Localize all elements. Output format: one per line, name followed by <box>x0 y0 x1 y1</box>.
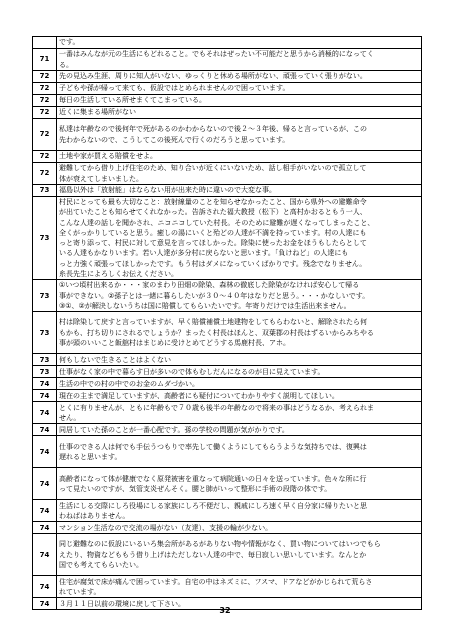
table-row <box>33 107 422 119</box>
response-line: 高齢者になって体が健康でなく原発被害を重なって病院通いの日々を送っています。色々な所に行 <box>59 474 367 483</box>
response-line: 同じ避難なのに仮設にいるいろ集会所があるがありない物や情報がなく、買い物についてはいつでもら <box>59 540 381 549</box>
response-text <box>57 280 422 312</box>
table-row <box>33 468 422 500</box>
respondent-number: 71 <box>33 49 57 71</box>
respondent-number: 73 <box>33 280 57 312</box>
response-line: もかも、打ち切りにされるでしょうか？まったく村長はほんと、双葉郡の村長はずるいからみちやる <box>59 328 374 337</box>
respondent-number <box>33 37 57 49</box>
table-row <box>33 185 422 197</box>
response-text <box>57 312 422 354</box>
respondent-number: 72 <box>33 107 57 119</box>
respondent-number: 74 <box>33 378 57 390</box>
respondent-number: 73 <box>33 197 57 280</box>
response-line: えたり、物資などももう借り上げはただしない人達の中で、毎日寂しい思いしています。なんとか <box>59 550 367 559</box>
response-line: 糸長先生によろしくお伝えください。 <box>59 270 178 279</box>
table-row <box>33 354 422 366</box>
response-text <box>57 95 422 107</box>
table-row <box>33 95 422 107</box>
respondent-number: 72 <box>33 119 57 151</box>
survey-response-sheet <box>32 36 421 610</box>
table-row <box>33 312 422 354</box>
respondent-number: 72 <box>33 71 57 83</box>
respondent-number: 74 <box>33 522 57 534</box>
response-text <box>57 522 422 534</box>
response-text <box>57 163 422 185</box>
response-line: っと力強く頑張ってほしかったです。もう村はダメになっていくばかりです。残念でなりません。 <box>59 259 367 268</box>
respondent-number: 74 <box>33 402 57 424</box>
response-line: 福島以外は「放射能」はならない用が出来た時に違いので大変な事。 <box>59 186 276 195</box>
table-row <box>33 197 422 280</box>
response-text <box>57 436 422 468</box>
response-line: ３月１１日以前の環境に戻して下さい。 <box>59 599 185 608</box>
respondent-number: 74 <box>33 576 57 598</box>
table-row <box>33 424 422 436</box>
table-row <box>33 163 422 185</box>
response-line: 国でも考えてもらいたい。 <box>59 561 143 570</box>
response-line: 避難してから借り上げ住宅のため、知り合いが近くにいないため、話し相手がいないので孤立して <box>59 164 367 173</box>
table-row <box>33 534 422 576</box>
response-text <box>57 107 422 119</box>
response-line: が出ていたことも知らせてくれなかった。告訴された福大教授（松下）と高村かおるともう一人、 <box>59 208 367 217</box>
response-line: 事ができない。②孫子とは一緒に暮らしたいが３０～４０年はなりだと思う。・・・かなしいです。 <box>59 291 370 300</box>
respondent-number: 73 <box>33 354 57 366</box>
respondent-number: 74 <box>33 598 57 610</box>
response-text <box>57 390 422 402</box>
respondent-number: 74 <box>33 424 57 436</box>
table-row <box>33 49 422 71</box>
response-text <box>57 500 422 522</box>
table-row <box>33 280 422 312</box>
table-row <box>33 119 422 151</box>
table-row <box>33 151 422 163</box>
response-text <box>57 576 422 598</box>
response-text <box>57 378 422 390</box>
response-line: って見たいのですが、気管支炎ぜんそく。腰と肺がいって整形に手術の段階の体です。 <box>59 484 332 493</box>
table-row <box>33 37 422 49</box>
respondent-number: 74 <box>33 468 57 500</box>
response-line: 全くがっかりしていると思う。癒しの湯にいくと殆どの人達が不満を持っています。村の人達にも <box>59 228 367 237</box>
response-text <box>57 49 422 71</box>
response-line: いる人達もかなりいます。若い人達が多分村に戻らないと思います。「負けねど」の人達にも <box>59 249 349 258</box>
table-row <box>33 83 422 95</box>
response-line: 先の見込み生涯、周りに知人がいない、ゆっくりと休める場所がない、頑張っていく張りがない。 <box>59 72 367 81</box>
response-text <box>57 197 422 280</box>
response-text <box>57 185 422 197</box>
response-line: とくに有りませんが、ともに年齢もで７０歳も後半の年齢なので将来の事はどうなるか、考えられま <box>59 403 374 412</box>
table-row <box>33 402 422 424</box>
response-text <box>57 151 422 163</box>
response-line: です。 <box>59 38 80 47</box>
table-row <box>33 500 422 522</box>
response-line: マンション生活なので交流の場がない（友達）、支援の輪が少ない。 <box>59 523 273 532</box>
table-row <box>33 436 422 468</box>
response-line: 事が頭のいいこと飯舘村はまじめに受けとめてどうする馬鹿村長、アホ。 <box>59 339 290 348</box>
response-line: 一番はみんなが元の生活にもどれること。でもそれはぜったい不可能だと思うから消極的になってく <box>59 50 374 59</box>
response-line: わねばはありません。 <box>59 511 130 520</box>
response-line: こんな人達の話しを聞かされ、ニコニコしていた村長。そのために避難が遅くなってしまったこと、 <box>59 218 375 227</box>
respondent-number: 72 <box>33 151 57 163</box>
responses-table-body <box>33 37 422 610</box>
response-text <box>57 37 422 49</box>
response-line: れています。 <box>59 587 101 596</box>
response-line: 同居していた孫のことが一番心配です。孫の学校の問題が気がかりです。 <box>59 425 289 434</box>
response-line: っと寄り添って、村民に対して意見を言ってほしかった。除染に使ったお金をほうもしたらとして <box>59 239 367 248</box>
response-line: 村は除染して戻すと言っていますが、早く賠償補償土地建物をしてもらわないと、解除されたら何 <box>59 318 367 327</box>
response-line: 生活にしる交際にしろ役場にしる家族にしろ不便だし、親戚にしろ速く早く自分家に帰りたいと思 <box>59 501 367 510</box>
respondent-number: 74 <box>33 500 57 522</box>
response-line: 私達は年齢なので後何年で死があるのかわからないので後２～３年後、帰ると言っているが、この <box>59 125 367 134</box>
table-row <box>33 366 422 378</box>
response-line: 近くに集まる場所がない <box>59 108 136 117</box>
response-line: 何もしないで生きることはよくない <box>59 355 171 364</box>
response-text <box>57 534 422 576</box>
response-text <box>57 354 422 366</box>
response-line: 仕事がなく家の中で暮らす日が多いので体もむしだんになるのが目に見えています。 <box>59 367 325 376</box>
response-line: 仕事のできる人は何でも手伝うつもりで率先して働くようにしてもらうような気持ちでは、復興は <box>59 442 367 451</box>
response-line: 毎日の生活している所せまくてこまっている。 <box>59 96 206 105</box>
response-line: 遅れると思います。 <box>59 452 122 461</box>
response-line: 生活の中での村の中でのお金のムダづかい。 <box>59 379 199 388</box>
responses-table <box>32 36 422 610</box>
table-row <box>33 522 422 534</box>
response-line: せん。 <box>59 413 81 422</box>
table-row <box>33 390 422 402</box>
response-text <box>57 402 422 424</box>
respondent-number: 73 <box>33 312 57 354</box>
respondent-number: 74 <box>33 436 57 468</box>
response-text <box>57 71 422 83</box>
respondent-number: 72 <box>33 95 57 107</box>
response-line: ①いつ頃村出来るか・・・家のまわり田畑の除染、森林の徹底した除染がなければ安心して帰る <box>59 281 360 290</box>
response-line: 体が衰えてしまいました。 <box>59 174 143 183</box>
response-line: 村民にとっても最も大切なこと：放射線量のことを知らせなかったこと、国から県外への避難命令 <box>59 198 367 206</box>
response-line: 住宅が腐気で床が痛んで困っています。自宅の中はネズミに、フスマ、ドアなどがかじられて荒らさ <box>59 577 373 586</box>
response-line: る。 <box>59 60 73 69</box>
response-line: 子どもや孫が帰って来ても、仮設ではとめられませんので困っています。 <box>59 84 290 93</box>
response-text <box>57 366 422 378</box>
response-line: 現在の主まで満足していますが、高齢者にも疑付についてわかりやすく説明してほしい。 <box>59 391 339 400</box>
response-line: ③①、②が解決しないうちは国に賠償してもらいたいです。年寄りだけでは生活出来ません。 <box>59 302 351 311</box>
table-row <box>33 71 422 83</box>
response-line: 先わからないので、こうしてこの後死んで行くのだろうと思っています。 <box>59 135 290 144</box>
respondent-number: 73 <box>33 185 57 197</box>
response-text <box>57 119 422 151</box>
response-text <box>57 424 422 436</box>
response-text <box>57 83 422 95</box>
respondent-number: 73 <box>33 366 57 378</box>
page-number: 32 <box>219 606 231 615</box>
table-row <box>33 378 422 390</box>
respondent-number: 74 <box>33 390 57 402</box>
response-text <box>57 468 422 500</box>
respondent-number: 72 <box>33 83 57 95</box>
table-row <box>33 576 422 598</box>
response-line: 土地や家が買える賠償をせよ。 <box>59 152 157 161</box>
respondent-number: 72 <box>33 163 57 185</box>
respondent-number: 74 <box>33 534 57 576</box>
